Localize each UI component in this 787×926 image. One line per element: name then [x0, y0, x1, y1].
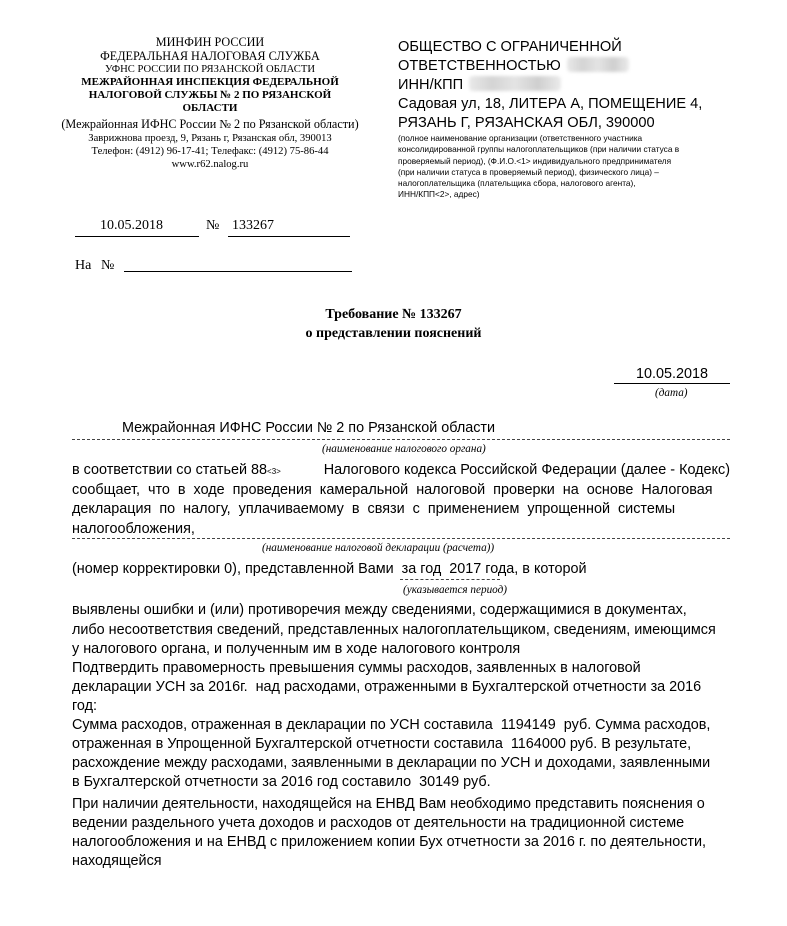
body-text-line: либо несоответствия сведений, представленных налогоплательщиком, сведениям, имеющимся: [72, 622, 716, 638]
addressee-note-line: консолидированной группы налогоплательщиков (при наличии статуса в: [398, 144, 680, 155]
body-text-line: налогообложения и на ЕНВД с приложением копии Бух отчетности за 2016 г. по деятельности,: [72, 834, 707, 850]
body-line-1-b: Налогового кодекса Российской Федерации (далее - Кодекс): [323, 462, 730, 478]
body-line-4: налогообложения,: [72, 521, 195, 537]
body-text-line: год:: [72, 698, 98, 714]
redacted-inn: [469, 76, 561, 91]
addressee-note-line: налогоплательщика (плательщика сбора, налогового агента),: [398, 178, 636, 189]
service-name: ФЕДЕРАЛЬНАЯ НАЛОГОВАЯ СЛУЖБА: [100, 48, 320, 63]
addressee-inn: [398, 76, 738, 95]
body-line-3: декларация по налогу, уплачиваемому в связи с применением упрощенной системы: [72, 501, 676, 517]
footnote-ref: <3>: [267, 467, 281, 476]
inspection-name-3: ОБЛАСТИ: [182, 102, 238, 114]
ministry-name: МИНФИН РОССИИ: [155, 35, 265, 49]
body-text-line: у налогового органа, и полученным им в ходе налогового контроля: [72, 641, 521, 657]
document-date: 10.05.2018: [100, 218, 163, 233]
body-text-line: расхождение между расходами, заявленными в декларации по УСН и доходами, заявленными: [72, 755, 711, 771]
body-line-1: [72, 462, 730, 478]
inspection-short-name: (Межрайонная ИФНС России № 2 по Рязанской области): [61, 117, 359, 131]
addressee-name-2-text: ОТВЕТСТВЕННОСТЬЮ: [398, 58, 561, 74]
na-field: [124, 259, 352, 272]
title-line-1: Требование № 133267: [325, 307, 462, 322]
number-sign: №: [206, 218, 220, 233]
addressee-block: [398, 38, 738, 133]
addressee-note-line: (полное наименование организации (ответственного участника: [398, 133, 643, 143]
authority-address: Заврижнова проезд, 9, Рязань г, Рязанская обл, 390013: [88, 132, 332, 144]
addressee-note-line: проверяемый период), (Ф.И.О.<1> индивидуального предпринимателя: [398, 155, 672, 166]
inspection-short-name-text: Межрайонная ИФНС России № 2 по Рязанской области: [65, 117, 355, 131]
addressee-note-line: (при наличии статуса в проверяемый период), физического лица) –: [398, 166, 659, 177]
request-date-line: [614, 368, 730, 384]
request-date: 10.05.2018: [636, 366, 709, 382]
date-caption: (дата): [655, 387, 688, 399]
addressee-name-1: ОБЩЕСТВО С ОГРАНИЧЕННОЙ: [398, 39, 622, 55]
document-number: 133267: [232, 218, 274, 233]
addressee-address-2: РЯЗАНЬ Г, РЯЗАНСКАЯ ОБЛ, 390000: [398, 115, 655, 131]
addressee-note: [398, 133, 718, 201]
addressee-note-line: ИНН/КПП<2>, адрес): [398, 189, 480, 200]
correction-line: (номер корректировки 0), представленной Вами за год 2017 года, в которой: [72, 561, 587, 577]
inspection-name-2: НАЛОГОВОЙ СЛУЖБЫ № 2 ПО РЯЗАНСКОЙ: [88, 89, 332, 101]
authority-site: www.r62.nalog.ru: [171, 158, 249, 170]
addressee-inn-label: ИНН/КПП: [398, 77, 464, 93]
body-text-line: При наличии деятельности, находящейся на ЕНВД Вам необходимо представить пояснения о: [72, 796, 705, 812]
body-line-1-a: в соответствии со статьей 88: [72, 462, 268, 478]
body-text-line: отраженная в Упрощенной Бухгалтерской отчетности составила 1164000 руб. В результате,: [72, 736, 692, 752]
authority-phones: Телефон: (4912) 96-17-41; Телефакс: (4912) 75-86-44: [91, 145, 329, 157]
declaration-caption: (наименование налоговой декларации (расчета)): [262, 542, 495, 554]
body-text-line: в Бухгалтерской отчетности за 2016 год составило 30149 руб.: [72, 774, 491, 790]
inspection-name-1: МЕЖРАЙОННАЯ ИНСПЕКЦИЯ ФЕДЕРАЛЬНОЙ: [81, 76, 339, 88]
organ-caption: (наименование налогового органа): [322, 443, 486, 455]
body-text-line: Сумма расходов, отраженная в декларации по УСН составила 1194149 руб. Сумма расходов,: [72, 717, 711, 733]
addressee-name-2: [398, 57, 738, 76]
title-line-2: о представлении пояснений: [305, 326, 482, 341]
regional-office: УФНС РОССИИ ПО РЯЗАНСКОЙ ОБЛАСТИ: [105, 64, 315, 75]
body-text-line: ведении раздельного учета доходов и расходов от деятельности на традиционной системе: [72, 815, 685, 831]
body-text-line: декларации УСН за 2016г. над расходами, отраженными в Бухгалтерской отчетности за 2016: [72, 679, 702, 695]
tax-organ-name: Межрайонная ИФНС России № 2 по Рязанской области: [122, 420, 496, 436]
body-text-line: выявлены ошибки и (или) противоречия между сведениями, содержащимися в документах,: [72, 602, 687, 618]
body-text-line: Подтвердить правомерность превышения суммы расходов, заявленных в налоговой: [72, 660, 641, 676]
body-line-2: сообщает, что в ходе проведения камеральной налоговой проверки на основе Налоговая: [72, 482, 713, 498]
na-label: На: [75, 258, 92, 273]
body-text-line: находящейся: [72, 853, 162, 869]
redacted-name: [567, 57, 629, 72]
na-number-sign: №: [101, 258, 115, 273]
period-caption: (указывается период): [403, 584, 507, 596]
addressee-address-1: Садовая ул, 18, ЛИТЕРА А, ПОМЕЩЕНИЕ 4,: [398, 96, 703, 112]
authority-header: [60, 36, 360, 171]
period-dashed-line: [400, 579, 500, 580]
document-title: [0, 305, 787, 343]
organ-dashed-line: [72, 439, 730, 440]
declaration-dashed-line: [72, 538, 730, 539]
